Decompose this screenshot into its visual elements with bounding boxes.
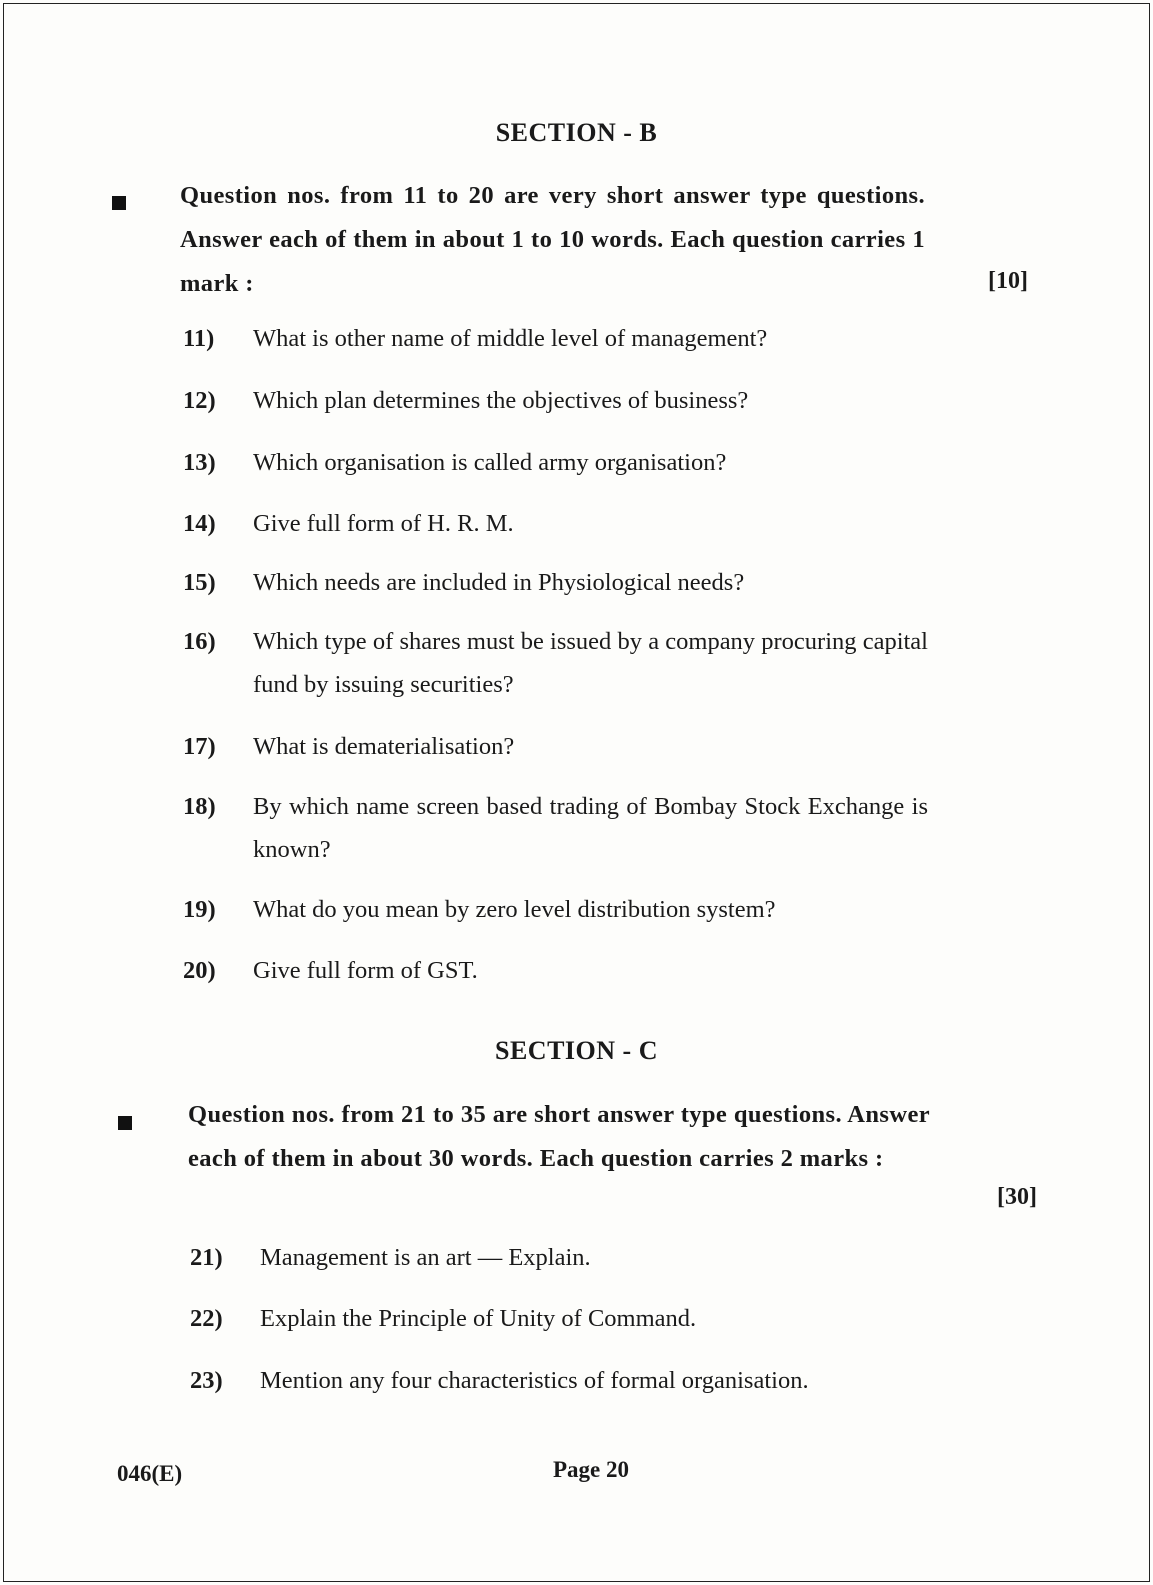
question-number: 18) [183, 793, 216, 820]
question-14 [183, 502, 928, 545]
section-b-bullet [112, 196, 126, 210]
question-text: Mention any four characteristics of formal organisation. [260, 1367, 809, 1394]
question-text: Which plan determines the objectives of business? [253, 387, 749, 414]
question-23 [190, 1359, 935, 1402]
section-b-marks: [10] [988, 268, 1028, 294]
question-18 [183, 785, 928, 871]
question-text: By which name screen based trading of Bombay Stock Exchange is known? [253, 793, 928, 863]
question-text: Explain the Principle of Unity of Command. [260, 1305, 697, 1332]
section-c-marks: [30] [997, 1184, 1037, 1210]
question-number: 14) [183, 510, 216, 537]
question-17 [183, 725, 928, 768]
question-number: 23) [190, 1367, 223, 1394]
question-number: 21) [190, 1244, 223, 1271]
question-text: What is dematerialisation? [253, 733, 515, 760]
question-number: 17) [183, 733, 216, 760]
question-text: Which type of shares must be issued by a company procuring capital fund by issuing securities? [253, 628, 928, 698]
question-text: Management is an art — Explain. [260, 1244, 591, 1271]
question-20 [183, 949, 928, 992]
question-number: 19) [183, 896, 216, 923]
question-11 [183, 317, 928, 360]
question-text: What is other name of middle level of management? [253, 325, 768, 352]
question-16 [183, 620, 928, 706]
section-c-instruction: Question nos. from 21 to 35 are short answer type questions. Answer each of them in about 30 words. Each question carries 2 marks : [188, 1101, 930, 1172]
question-text: Give full form of GST. [253, 957, 478, 984]
question-number: 12) [183, 387, 216, 414]
question-21 [190, 1236, 935, 1279]
section-b-heading: SECTION - B [495, 118, 658, 147]
section-c-bullet [118, 1116, 132, 1130]
question-text: Which organisation is called army organisation? [253, 449, 727, 476]
section-c-heading: SECTION - C [495, 1036, 658, 1065]
section-b-instruction: Question nos. from 11 to 20 are very short answer type questions. Answer each of them in about 1 to 10 words. Each question carries 1 mark : [180, 182, 925, 297]
question-12 [183, 379, 928, 422]
question-number: 11) [183, 325, 215, 352]
question-text: What do you mean by zero level distribution system? [253, 896, 776, 923]
question-number: 13) [183, 449, 216, 476]
question-text: Give full form of H. R. M. [253, 510, 514, 537]
question-13 [183, 441, 928, 484]
question-number: 16) [183, 628, 216, 655]
paper-code: 046(E) [117, 1461, 183, 1486]
question-22 [190, 1297, 935, 1340]
page-number: Page 20 [553, 1457, 630, 1482]
question-number: 15) [183, 569, 216, 596]
question-15 [183, 561, 928, 604]
question-number: 22) [190, 1305, 223, 1332]
question-19 [183, 888, 928, 931]
question-text: Which needs are included in Physiological needs? [253, 569, 745, 596]
question-number: 20) [183, 957, 216, 984]
